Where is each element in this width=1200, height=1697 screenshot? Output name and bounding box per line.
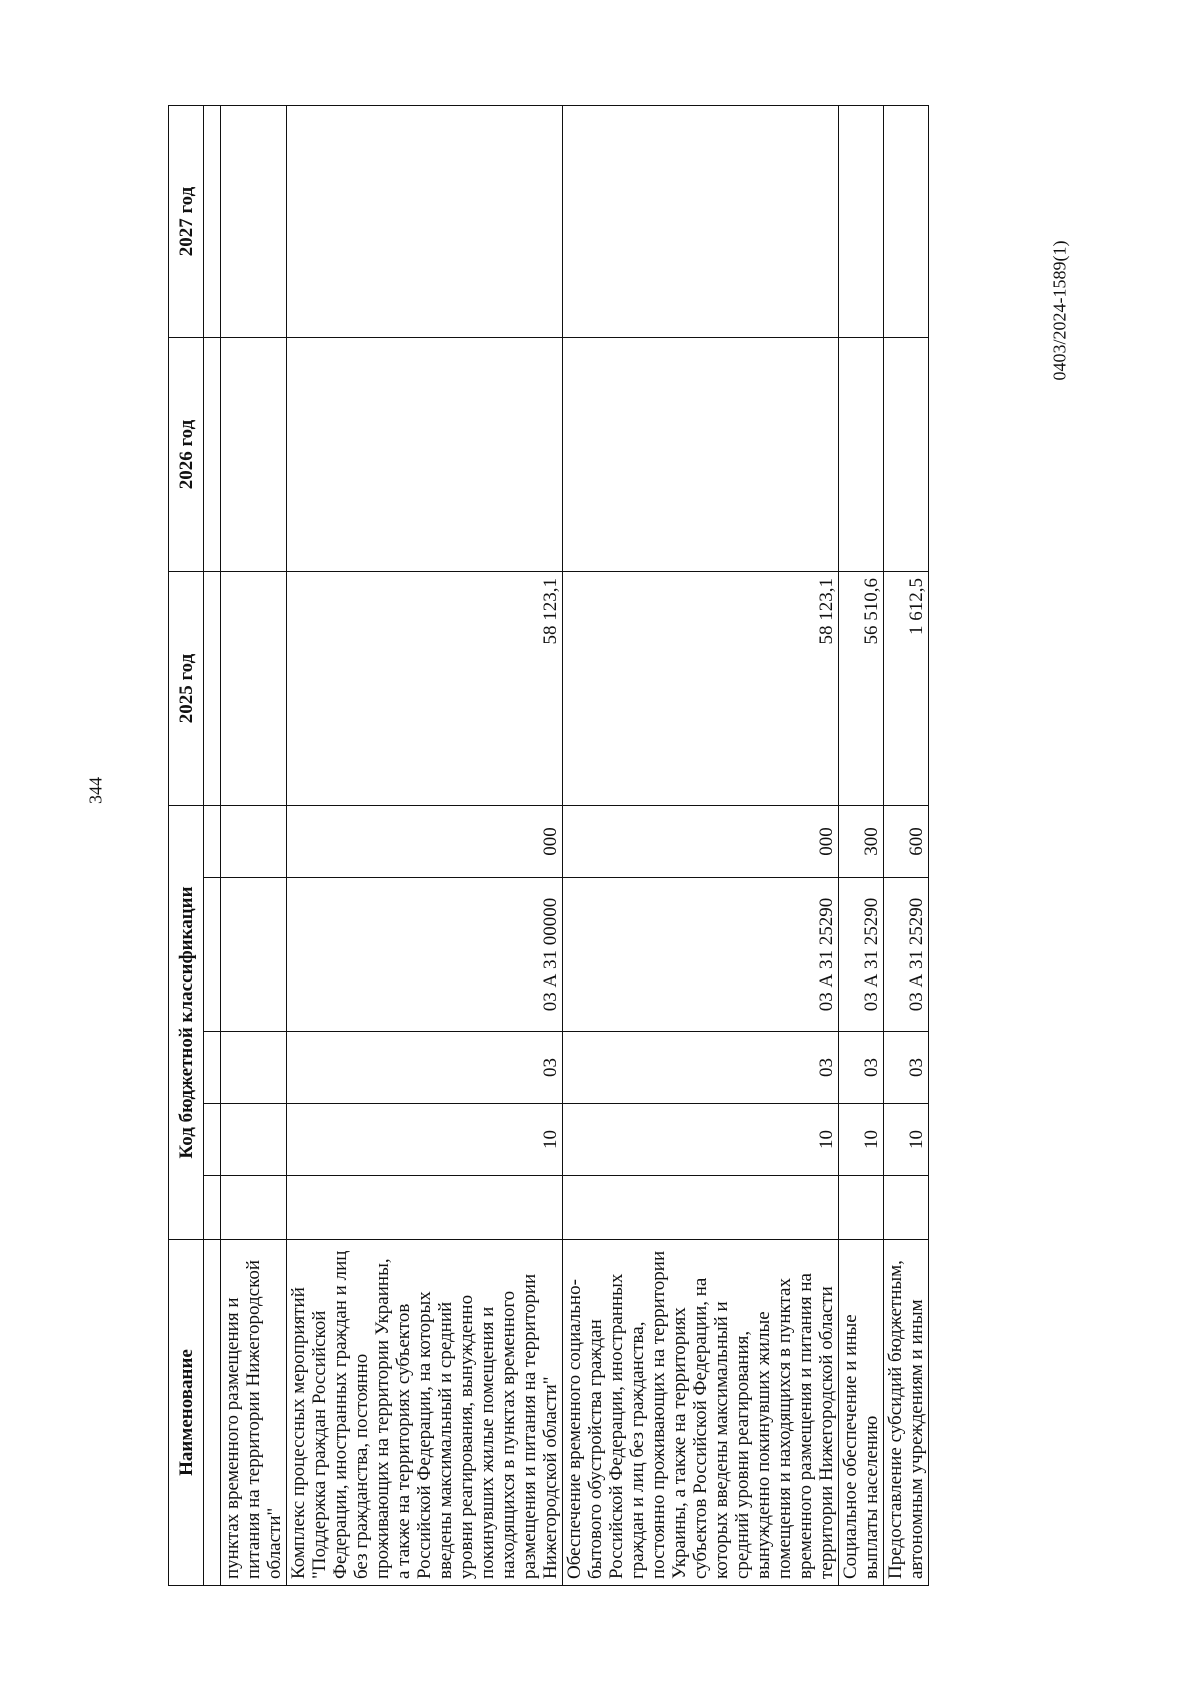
- row-2026: [839, 338, 884, 572]
- row-code-1: [563, 1176, 839, 1240]
- row-2026: [287, 338, 563, 572]
- subheader-cell: [204, 1176, 221, 1240]
- row-code-2: [221, 1104, 287, 1176]
- table-row: [839, 106, 884, 1586]
- header-2025: 2025 год: [169, 572, 204, 806]
- row-code-4: 03 А 31 25290: [884, 878, 929, 1032]
- table-row: [884, 106, 929, 1586]
- table-row: [287, 106, 563, 1586]
- subheader-cell: [204, 1240, 221, 1586]
- row-2026: [884, 338, 929, 572]
- row-code-2: 10: [563, 1104, 839, 1176]
- row-name: Комплекс процессных мероприятий "Поддержка граждан Российской Федерации, иностранных граждан и лиц без гражданства, постоянно проживающих на территории Украины, а также на территориях субъектов Российской Федерации, на которых введены максимальный и средний уровни реагирования, вынужденно покинувших жилые помещения и находящихся в пунктах временного размещения и питания на территории Нижегородской области": [287, 1240, 563, 1586]
- row-name: Социальное обеспечение и иные выплаты населению: [839, 1240, 884, 1586]
- row-name: Обеспечение временного социально-бытового обустройства граждан Российской Федерации, иностранных граждан и лиц без гражданства, постоянно проживающих на территории Украины, а также на территориях субъектов Российской Федерации, на которых введены максимальный и средний уровни реагирования, вынужденно покинувших жилые помещения и находящихся в пунктах временного размещения и питания на территории Нижегородской области: [563, 1240, 839, 1586]
- document-code: 0403/2024-1589(1): [1049, 240, 1070, 381]
- row-code-3: 03: [884, 1032, 929, 1104]
- row-code-3: 03: [839, 1032, 884, 1104]
- row-2025: 58 123,1: [563, 572, 839, 806]
- row-2025: 1 612,5: [884, 572, 929, 806]
- row-code-1: [884, 1176, 929, 1240]
- table-header-row: [169, 106, 204, 1586]
- row-code-2: 10: [839, 1104, 884, 1176]
- page-number: 344: [85, 777, 106, 804]
- row-2027: [839, 106, 884, 338]
- row-code-5: 000: [563, 806, 839, 878]
- row-2025: [221, 572, 287, 806]
- row-code-4: 03 А 31 25290: [839, 878, 884, 1032]
- row-code-4: 03 А 31 00000: [287, 878, 563, 1032]
- header-code-group: Код бюджетной классификации: [169, 806, 204, 1240]
- row-code-2: 10: [884, 1104, 929, 1176]
- row-2027: [287, 106, 563, 338]
- row-2025: 58 123,1: [287, 572, 563, 806]
- budget-table-container: [168, 106, 1016, 1586]
- row-code-3: 03: [563, 1032, 839, 1104]
- row-code-3: 03: [287, 1032, 563, 1104]
- row-2027: [884, 106, 929, 338]
- row-code-4: 03 А 31 25290: [563, 878, 839, 1032]
- subheader-cell: [204, 878, 221, 1032]
- row-code-1: [839, 1176, 884, 1240]
- row-code-1: [287, 1176, 563, 1240]
- row-name: пунктах временного размещения и питания на территории Нижегородской области": [221, 1240, 287, 1586]
- row-code-1: [221, 1176, 287, 1240]
- row-2026: [563, 338, 839, 572]
- subheader-cell: [204, 1032, 221, 1104]
- table-row: [221, 106, 287, 1586]
- subheader-cell: [204, 338, 221, 572]
- table-row: [563, 106, 839, 1586]
- row-2026: [221, 338, 287, 572]
- subheader-cell: [204, 806, 221, 878]
- header-2026: 2026 год: [169, 338, 204, 572]
- subheader-cell: [204, 106, 221, 338]
- row-code-5: [221, 806, 287, 878]
- budget-table: [168, 105, 929, 1586]
- row-code-3: [221, 1032, 287, 1104]
- subheader-cell: [204, 1104, 221, 1176]
- table-subheader-row: [204, 106, 221, 1586]
- row-code-4: [221, 878, 287, 1032]
- row-2025: 56 510,6: [839, 572, 884, 806]
- row-code-2: 10: [287, 1104, 563, 1176]
- subheader-cell: [204, 572, 221, 806]
- header-2027: 2027 год: [169, 106, 204, 338]
- row-2027: [563, 106, 839, 338]
- row-code-5: 000: [287, 806, 563, 878]
- row-name: Предоставление субсидий бюджетным, автономным учреждениям и иным: [884, 1240, 929, 1586]
- row-code-5: 300: [839, 806, 884, 878]
- header-name: Наименование: [169, 1240, 204, 1586]
- row-code-5: 600: [884, 806, 929, 878]
- row-2027: [221, 106, 287, 338]
